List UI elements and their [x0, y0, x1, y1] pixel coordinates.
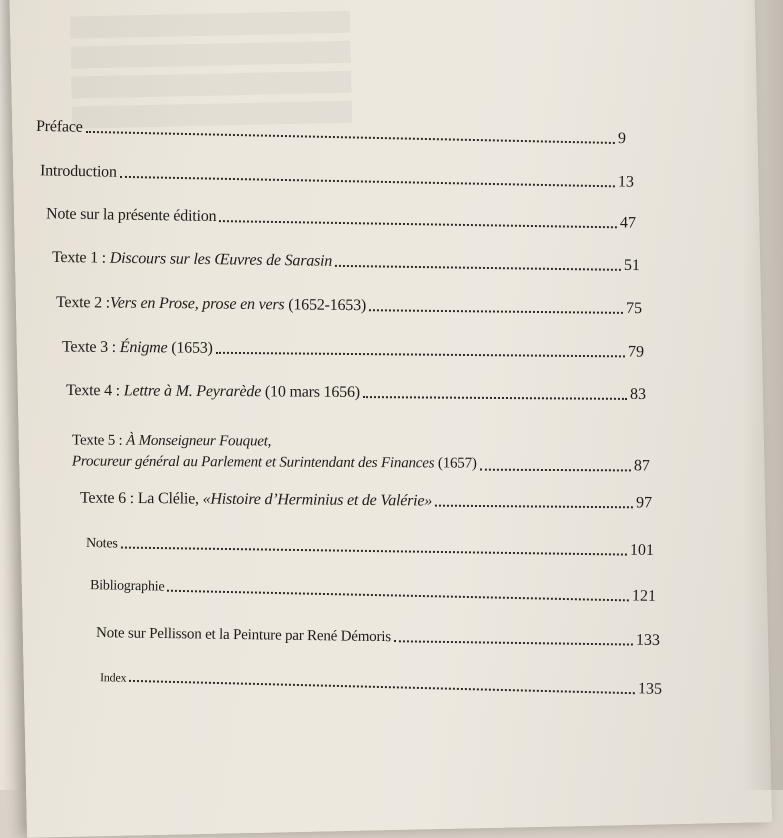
- toc-entry-bibliographie: [90, 576, 656, 606]
- toc-entry-label: Introduction: [39, 162, 117, 181]
- toc-entry-page: 121: [631, 587, 657, 605]
- toc-entry-label: Texte 2 :Vers en Prose, prose en vers (1652-1653): [55, 293, 367, 315]
- toc-entry-label: Note sur la présente édition: [45, 205, 217, 226]
- toc-entry-page: 135: [637, 680, 663, 698]
- toc-entry-page: 79: [627, 343, 645, 361]
- page-edge-shadow: [743, 0, 783, 790]
- toc-entry-label: Texte 5 : À Monseigneur Fouquet, Procureur général au Parlement et Surintendant des Finances (1657): [71, 432, 477, 472]
- toc-entry-page: 9: [617, 130, 627, 148]
- toc-entry-note-edition: [46, 205, 636, 232]
- leader-dots: [435, 504, 633, 509]
- toc-entry-label: Notes: [85, 536, 118, 552]
- toc-entry-page: 51: [623, 256, 641, 275]
- toc-entry-page: 13: [617, 173, 635, 191]
- leader-dots: [129, 679, 635, 694]
- toc-entry-texte-3: [62, 338, 644, 361]
- toc-entry-label: Index: [99, 670, 127, 685]
- toc-entry-texte-4: [66, 382, 646, 404]
- leader-dots: [120, 175, 615, 188]
- toc-entry-label: Texte 3 : Énigme (1653): [61, 338, 213, 357]
- leader-dots: [86, 130, 615, 144]
- toc-entry-page: 101: [629, 541, 655, 559]
- toc-entry-label: Texte 6 : La Clélie, «Histoire d’Herminius et de Valérie»: [79, 489, 433, 510]
- toc-entry-texte-1: [52, 249, 640, 275]
- toc-entry-texte-2: [56, 294, 642, 318]
- leader-dots: [394, 639, 633, 645]
- leader-dots: [121, 546, 627, 556]
- leader-dots: [216, 351, 625, 358]
- toc-entry-note-pellisson: [96, 624, 660, 650]
- toc-entry-page: 83: [629, 385, 647, 404]
- leader-dots: [480, 468, 631, 472]
- toc-entry-label: Texte 1 : Discours sur les Œuvres de Sarasin: [51, 248, 333, 270]
- leader-dots: [219, 219, 617, 228]
- toc-entry-page: 87: [633, 457, 650, 475]
- toc-entry-page: 47: [619, 214, 637, 232]
- toc-entry-texte-5: [72, 430, 650, 475]
- toc-entry-label: Bibliographie: [89, 578, 165, 595]
- toc-entry-page: 75: [625, 299, 643, 318]
- leader-dots: [369, 308, 623, 314]
- leader-dots: [167, 589, 629, 602]
- toc-entry-notes: [86, 534, 654, 560]
- toc-entry-introduction: [40, 162, 634, 191]
- toc-entry-preface: [36, 118, 626, 148]
- toc-entry-index: [100, 667, 662, 699]
- toc-entry-page: 133: [635, 631, 661, 649]
- toc-entry-texte-6: [80, 490, 652, 513]
- toc-entry-page: 97: [635, 494, 653, 512]
- toc-entry-label: Texte 4 : Lettre à M. Peyrarède (10 mars 1656): [65, 381, 360, 402]
- leader-dots: [335, 264, 621, 271]
- toc-entry-label: Préface: [35, 117, 83, 136]
- leader-dots: [363, 395, 627, 400]
- toc-entry-label: Note sur Pellisson et la Peinture par René Démoris: [95, 625, 392, 646]
